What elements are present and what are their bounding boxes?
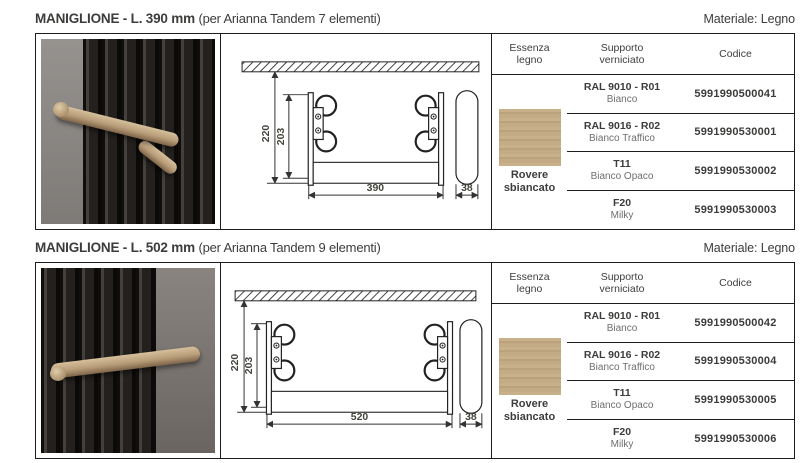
title-390-bold: MANIGLIONE - L. 390 mm [35,11,195,26]
wall-hatch [235,291,476,301]
clamp-bracket-right [416,96,439,152]
wood-handle-endcap [50,366,66,381]
title-502-note: (per Arianna Tandem 9 elementi) [198,240,381,255]
title-390-note: (per Arianna Tandem 7 elementi) [198,11,381,26]
section-502-title [35,240,381,255]
section-390-title [35,11,381,26]
product-photo-390 [41,39,215,224]
table-row-code: 5991990530006 [694,432,777,445]
section-502-titlebar [35,235,795,255]
table-row-code: 5991990500042 [677,304,794,343]
wall-hatch [242,62,479,72]
table-row-support: RAL 9016 - R02 Bianco Traffico [567,343,677,382]
header-supporto-verniciato: Supporto verniciato [599,41,645,66]
drawing-panel-502 [220,263,491,458]
table-body [492,304,794,458]
dim-depth-label: 38 [465,412,477,424]
table-row-code: 5991990500041 [677,75,794,114]
clamp-bracket-left [313,96,336,152]
dim-length-label: 390 [366,183,385,195]
dim-inner-label: 203 [275,127,287,146]
dim-height-label: 220 [230,353,242,372]
essenza-label: Rovere sbiancato [503,397,556,423]
table-row-support: RAL 9016 - R02 Bianco Traffico [567,114,677,153]
header-codice: Codice [719,276,752,289]
table-row-support: F20 Milky [610,426,634,451]
clamp-bracket-left [271,325,294,381]
table-row-support: T11 Bianco Opaco [567,152,677,191]
table-row-code: 5991990530005 [677,381,794,420]
technical-drawing-390 [221,34,491,229]
table-row-code: 5991990530003 [694,203,777,216]
technical-drawing-502 [221,263,491,458]
essenza-cell [492,304,567,458]
section-390-box [35,33,795,230]
table-row-code: 5991990530001 [677,114,794,153]
finish-table-390 [491,34,794,229]
handle-side-view [460,320,482,414]
dim-inner-label: 203 [244,356,256,375]
essenza-cell [492,75,567,229]
table-header-row [492,34,794,75]
material-label-390: Materiale: Legno [703,12,795,26]
essenza-label: Rovere sbiancato [503,168,556,194]
handle-side-view [456,91,478,185]
table-row-code: 5991990530002 [677,152,794,191]
table-row-support: F20 Milky [610,197,634,222]
finish-table-502 [491,263,794,458]
product-photo-502 [41,268,215,453]
section-390-titlebar [35,6,795,26]
dim-depth-label: 38 [461,183,473,195]
wood-swatch-rovere-sbiancato [499,109,561,166]
header-supporto-verniciato: Supporto verniciato [599,270,645,295]
handle-front-view [308,93,443,186]
wood-handle-endcap [53,102,69,117]
table-row-support: RAL 9010 - R01 Bianco [567,304,677,343]
wood-swatch-rovere-sbiancato [499,338,561,395]
photo-panel-390 [36,34,220,229]
material-label-502: Materiale: Legno [703,241,795,255]
header-codice: Codice [719,47,752,60]
drawing-panel-390 [220,34,491,229]
header-essenza-legno: Essenza legno [509,41,550,66]
table-row-support: T11 Bianco Opaco [567,381,677,420]
title-502-bold: MANIGLIONE - L. 502 mm [35,240,195,255]
handle-front-view [266,322,452,415]
dim-height-label: 220 [260,124,272,143]
table-row-support: RAL 9010 - R01 Bianco [567,75,677,114]
table-header-row [492,263,794,304]
clamp-bracket-right [425,325,448,381]
table-row-code: 5991990530004 [677,343,794,382]
header-essenza-legno: Essenza legno [509,270,550,295]
table-body [492,75,794,229]
photo-panel-502 [36,263,220,458]
section-502-box [35,262,795,459]
dim-length-label: 520 [350,412,369,424]
